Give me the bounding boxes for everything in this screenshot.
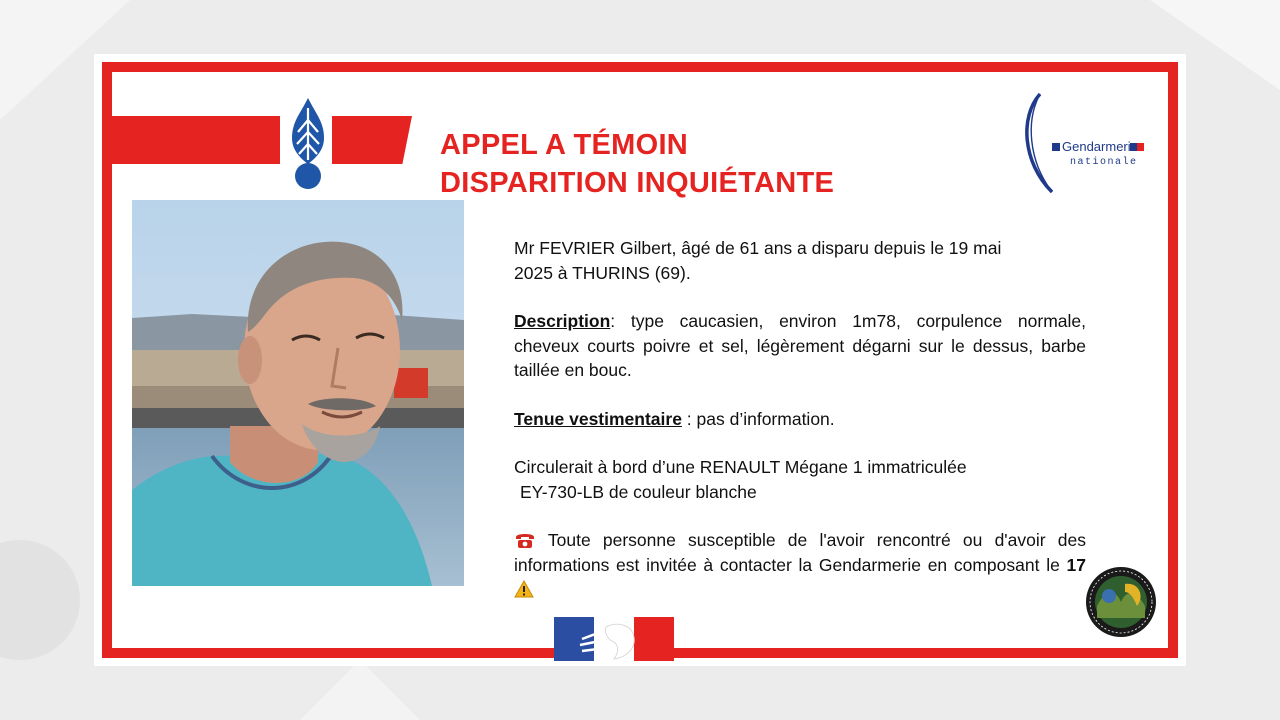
logo-name: Gendarmerie: [1062, 139, 1138, 154]
warning-icon: [514, 580, 534, 598]
contact-text: Toute personne susceptible de l'avoir rencontré ou d'avoir des informations est invitée à contacter la Gendarmerie en composant le: [514, 530, 1086, 575]
marianne-flag-logo: [554, 617, 674, 661]
poster-content: [514, 236, 1086, 602]
portrait-image: [132, 200, 464, 586]
vehicle-line-2: EY-730-LB de couleur blanche: [520, 481, 757, 502]
red-band-right: [332, 116, 412, 164]
contact-paragraph: [514, 528, 1086, 602]
intro-paragraph: [514, 236, 1086, 285]
description-paragraph: [514, 309, 1086, 383]
clothing-text: : pas d’information.: [681, 408, 835, 429]
missing-person-photo: [132, 200, 464, 586]
vehicle-paragraph: [514, 455, 1086, 504]
title-line-2: DISPARITION INQUIÉTANTE: [440, 167, 835, 199]
title-line-1: APPEL A TÉMOIN: [440, 129, 689, 161]
red-band-left: [104, 116, 280, 164]
intro-line-2: 2025 à THURINS (69).: [514, 262, 691, 283]
clothing-paragraph: [514, 407, 1086, 432]
logo-subtitle: nationale: [1070, 157, 1138, 168]
vehicle-line-1: Circulerait à bord d’une RENAULT Mégane 1 immatriculée: [514, 457, 967, 477]
intro-line-1: Mr FEVRIER Gilbert, âgé de 61 ans a disparu depuis le 19 mai: [514, 238, 1002, 258]
flaming-grenade-icon: [284, 94, 332, 190]
gendarmerie-unit-badge: [1085, 566, 1157, 638]
description-label: Description: [514, 311, 611, 331]
telephone-icon: [514, 531, 536, 549]
gendarmerie-logo: [1018, 90, 1148, 198]
description-text: : type caucasien, environ 1m78, corpulence normale, cheveux courts poivre et sel, légèrement dégarni sur le dessus, barbe taillée en bouc.: [514, 311, 1086, 380]
emergency-number: 17: [1066, 554, 1086, 575]
missing-person-poster: [94, 54, 1186, 666]
gendarmerie-nationale-logo-icon: [1018, 90, 1148, 198]
clothing-label: Tenue vestimentaire: [514, 408, 682, 429]
poster-title: [440, 126, 834, 202]
